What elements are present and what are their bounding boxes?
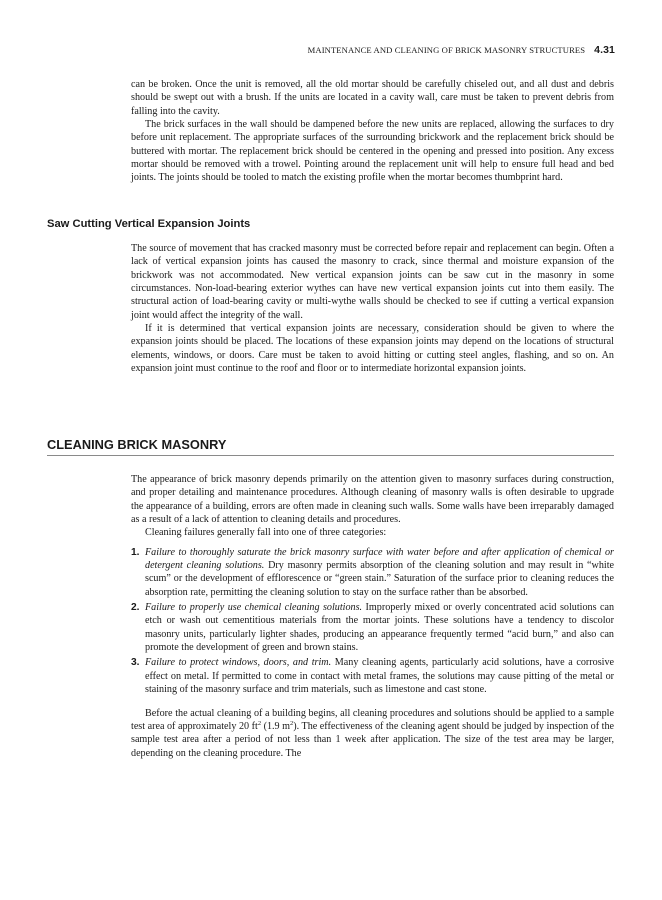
- cleaning-paragraph-1: The appearance of brick masonry depends primarily on the attention given to masonry surfaces during construction, and proper detailing and maintenance procedures. Although cleaning of masonry walls is often desirable to upgrade the appearance of a building, errors are often made in cleaning such walls. Some walls have been irreparably damaged as a result of a lack of attention to cleaning details and procedures.: [131, 474, 614, 526]
- list-item: [131, 546, 614, 599]
- chapter-heading-cleaning: CLEANING BRICK MASONRY: [47, 437, 614, 456]
- page-number: 4.31: [594, 44, 615, 56]
- intro-paragraph-2: The brick surfaces in the wall should be dampened before the new units are replaced, allowing the surfaces to dry before unit replacement. The appropriate surfaces of the surrounding brickwork and the replacement brick should be buttered with mortar. The replacement brick should be centered in the opening and pressed into position. Any excess mortar should be removed with a trowel. Pointing around the replacement unit will help to ensure full head and bed joints. The joints should be tooled to match the existing profile when the mortar becomes thumbprint hard.: [131, 119, 614, 184]
- list-item-body: Many cleaning agents, particularly acid solutions, have a corrosive effect on metal. If permitted to come in contact with metal frames, the solutions may cause pitting of the metal or staining of the masonry surface and trim materials, such as limestone and cast stone.: [145, 657, 615, 696]
- para3-part-b: (1.9 m: [261, 720, 291, 732]
- list-item-body: Dry masonry permits absorption of the cleaning solution and may result in “white scum” or the development of efflorescence or “green stain.” Saturation of the surface prior to cleaning reduces the absorption rate, permitting the cleaning solution to stay on the surface rather than be absorbed.: [145, 560, 615, 598]
- saw-cutting-text-block: [131, 242, 614, 375]
- list-item-number: 3.: [131, 657, 140, 669]
- list-item-number: 2.: [131, 602, 140, 614]
- list-item-number: 1.: [131, 546, 140, 558]
- list-item-title: Failure to properly use chemical cleaning solutions.: [145, 602, 363, 614]
- section-heading-saw-cutting: Saw Cutting Vertical Expansion Joints: [47, 218, 251, 230]
- saw-cutting-paragraph-2: If it is determined that vertical expansion joints are necessary, consideration should be given to where the expansion joints should be placed. The locations of these expansion joints may depend on the locations of structural elements, windows, or doors. Care must be taken to avoid hitting or cutting steel angles, flashing, and so on. An expansion joint must continue to the roof and floor or to intermediate horizontal expansion joints.: [131, 323, 614, 375]
- saw-cutting-paragraph-1: The source of movement that has cracked masonry must be corrected before repair and replacement can begin. Often a lack of vertical expansion joints has caused the masonry to crack, since thermal and moisture expansion of the brickwork was not accommodated. New vertical expansion joints can be saw cut in the masonry in some circumstances. Non-load-bearing exterior wythes can have new vertical expansion joints cut into them easily. The structural action of load-bearing cavity or multi-wythe walls should be checked to see if cutting a vertical expansion joint would affect the integrity of the wall.: [131, 243, 614, 321]
- cleaning-paragraph-2: Cleaning failures generally fall into one of three categories:: [145, 527, 387, 539]
- superscript-squared: 2: [290, 719, 294, 727]
- cleaning-failures-list: [131, 546, 614, 697]
- list-item-body: Improperly mixed or overly concentrated acid solutions can etch or wash out cementitious materials from the mortar joints. These solutions have a tendency to discolor masonry units, particularly lighter shades, producing an appearance frequently termed “acid burn,” and also can promote the development of green and brown stains.: [145, 602, 615, 654]
- running-title: MAINTENANCE AND CLEANING OF BRICK MASONRY STRUCTURES: [307, 45, 586, 55]
- list-item: [131, 656, 614, 696]
- intro-paragraph-1: can be broken. Once the unit is removed, all the old mortar should be carefully chiseled out, and all dust and debris should be swept out with a brush. If the units are located in a cavity wall, care must be taken to prevent debris from falling into the cavity.: [131, 79, 614, 117]
- list-item: [131, 601, 614, 654]
- intro-text-block: [131, 78, 614, 185]
- cleaning-paragraph-3: [131, 707, 614, 760]
- para3-part-c: ). The effectiveness of the cleaning agent should be judged by inspection of the sample test area after a period of not less than 1 week after application. The size of the test area may be larger, depending on the cleaning procedure. The: [131, 720, 615, 759]
- cleaning-text-block: [131, 473, 614, 760]
- running-header: [308, 44, 615, 56]
- list-item-title: Failure to protect windows, doors, and trim.: [145, 657, 332, 669]
- list-item-title: Failure to thoroughly saturate the brick masonry surface with water before and after application of chemical or detergent cleaning solutions.: [145, 546, 614, 572]
- para3-part-a: Before the actual cleaning of a building begins, all cleaning procedures and solutions should be applied to a sample test area of approximately 20 ft: [131, 707, 614, 732]
- superscript-squared: 2: [257, 719, 262, 727]
